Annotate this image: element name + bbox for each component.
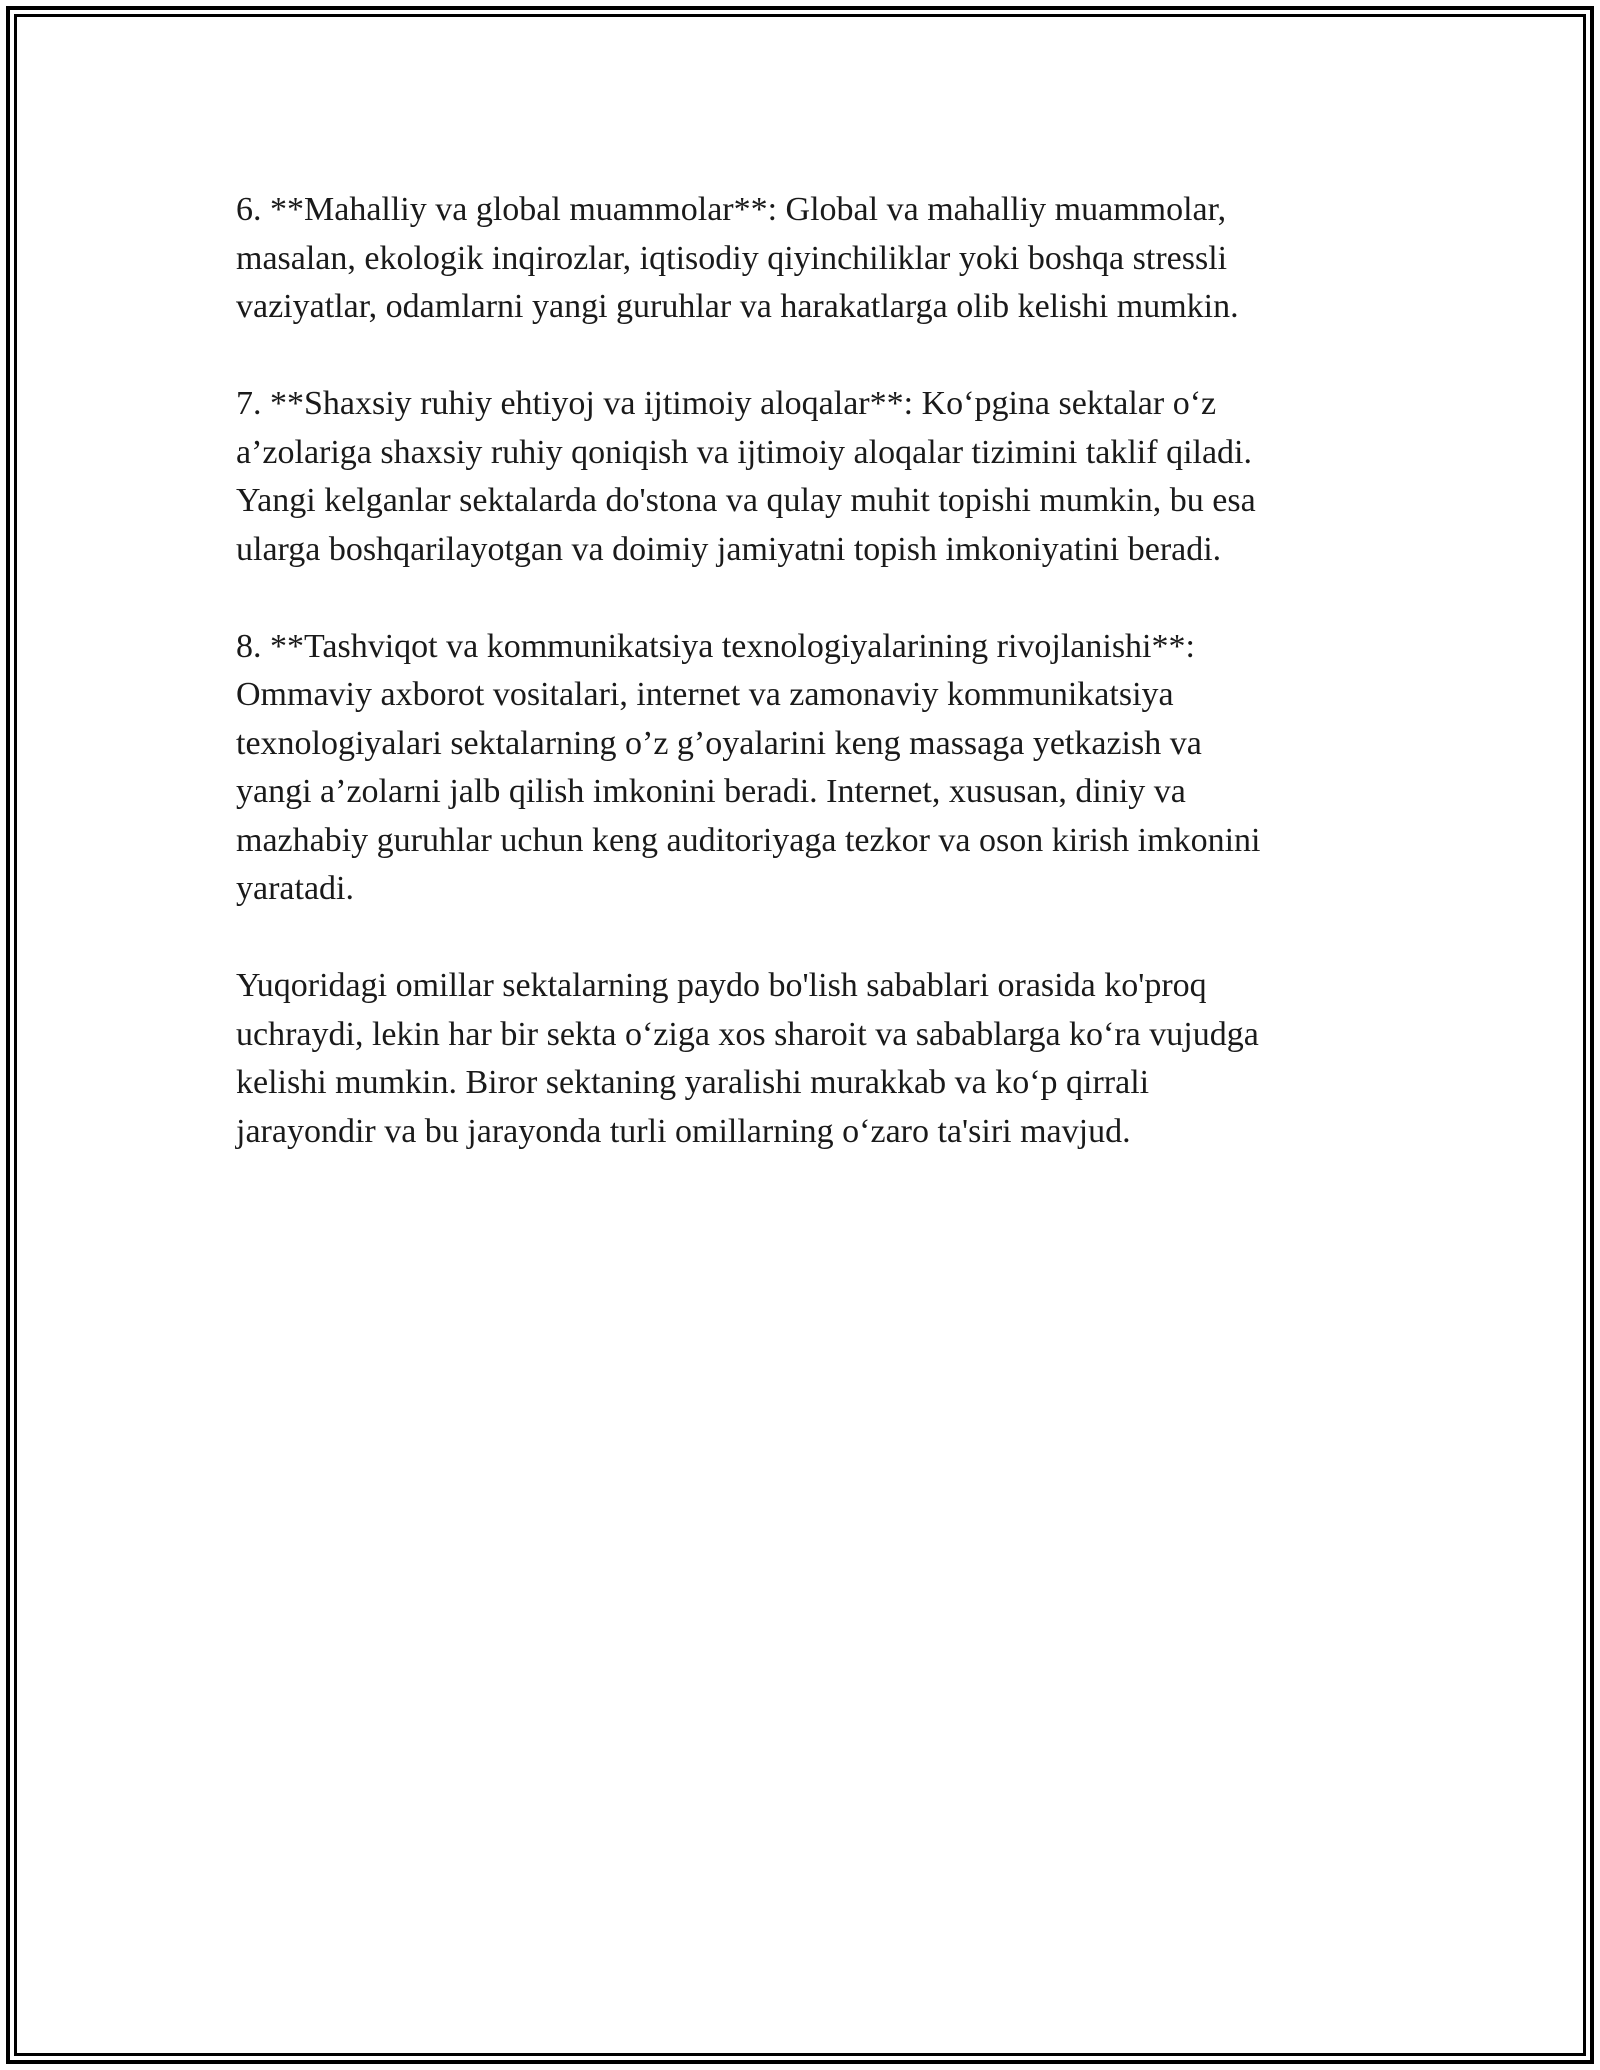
paragraph-item-6: 6. **Mahalliy va global muammolar**: Global va mahalliy muammolar, masalan, ekologik inqirozlar, iqtisodiy qiyinchiliklar yoki boshqa stressli vaziyatlar, odamlarni yangi guruhlar va harakatlarga olib kelishi mumkin.	[236, 191, 1239, 325]
paragraph-item-7: 7. **Shaxsiy ruhiy ehtiyoj va ijtimoiy aloqalar**: Ko‘pgina sektalar o‘z a’zolariga shaxsiy ruhiy qoniqish va ijtimoiy aloqalar tizimini taklif qiladi. Yangi kelganlar sektalarda do'stona va qulay muhit topishi mumkin, bu esa ularga boshqarilayotgan va doimiy jamiyatni topish imkoniyatini beradi.	[236, 385, 1256, 568]
paragraph-item-8: 8. **Tashviqot va kommunikatsiya texnologiyalarining rivojlanishi**: Ommaviy axborot vositalari, internet va zamonaviy kommunikatsiya texnologiyalari sektalarning o’z g’oyalarini keng massaga yetkazish va yangi a’zolarni jalb qilish imkonini beradi. Internet, xususan, diniy va mazhabiy guruhlar uchun keng auditoriyaga tezkor va oson kirish imkonini yaratadi.	[236, 627, 1261, 907]
document-body	[236, 186, 1366, 1205]
paragraph-conclusion: Yuqoridagi omillar sektalarning paydo bo'lish sabablari orasida ko'proq uchraydi, lekin har bir sekta o‘ziga xos sharoit va sabablarga ko‘ra vujudga kelishi mumkin. Biror sektaning yaralishi murakkab va ko‘p qirrali jarayondir va bu jarayonda turli omillarning o‘zaro ta'siri mavjud.	[236, 967, 1259, 1150]
